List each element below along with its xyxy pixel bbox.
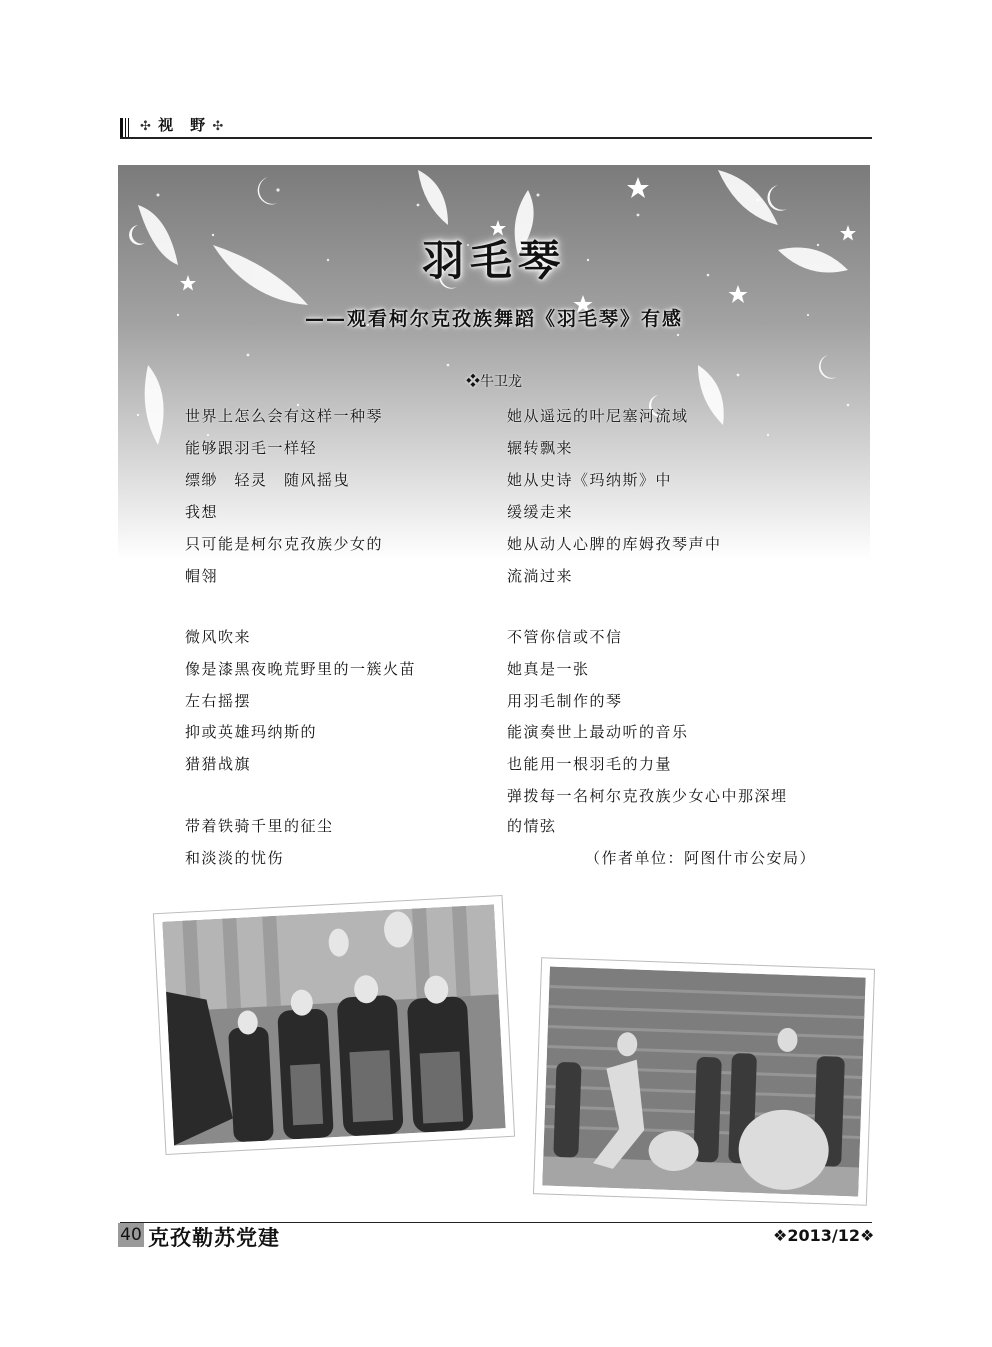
title-banner <box>118 165 870 560</box>
poem-line: 用羽毛制作的琴 <box>507 692 623 710</box>
poem-line: 带着铁骑千里的征尘 <box>185 817 334 835</box>
magazine-name: 克孜勒苏党建 <box>148 1225 280 1250</box>
cross-ornament-icon: ✣ <box>140 119 152 134</box>
poem-line: 我想 <box>185 503 219 521</box>
article-subtitle: ——观看柯尔克孜族舞蹈《羽毛琴》有感 <box>304 308 683 330</box>
poem-line: 像是漆黑夜晚荒野里的一簇火苗 <box>185 660 417 678</box>
section-title <box>140 114 224 135</box>
poem-line: 不管你信或不信 <box>507 628 623 646</box>
header-rule <box>120 137 872 139</box>
article-title: 羽毛琴 <box>421 236 566 285</box>
poem-line: 只可能是柯尔克孜族少女的 <box>185 535 384 553</box>
poem-line: 也能用一根羽毛的力量 <box>507 755 673 773</box>
author-name: ❖牛卫龙 <box>466 374 522 390</box>
poem-line: 缥缈 轻灵 随风摇曳 <box>185 471 351 489</box>
cross-ornament-icon: ✣ <box>212 119 225 134</box>
poem-line: 抑或英雄玛纳斯的 <box>185 723 318 741</box>
poem-line: 能够跟羽毛一样轻 <box>185 439 318 457</box>
poem-line: 她从动人心脾的库姆孜琴声中 <box>507 535 722 553</box>
starry-sky-illustration <box>118 165 870 560</box>
header-bars-decoration <box>120 118 132 138</box>
author-unit: （作者单位：阿图什市公安局） <box>585 849 817 867</box>
poem-line: 缓缓走来 <box>507 503 574 521</box>
dance-stage-image <box>542 967 865 1197</box>
poem-line: 世界上怎么会有这样一种琴 <box>185 407 384 425</box>
poem-line: 她真是一张 <box>507 660 590 678</box>
poem-line: 左右摇摆 <box>185 692 252 710</box>
issue-date: ❖2013/12❖ <box>773 1226 875 1245</box>
page-number: 40 <box>118 1223 144 1247</box>
poem-line: 辗转飘来 <box>507 439 574 457</box>
poem-line: 流淌过来 <box>507 567 574 585</box>
poem-line: 和淡淡的忧伤 <box>185 849 285 867</box>
poem-line: 能演奏世上最动听的音乐 <box>507 723 689 741</box>
dance-group-image <box>162 904 505 1145</box>
section-title-text: 视 野 <box>158 116 207 134</box>
dance-photo-stage <box>534 958 874 1204</box>
poem-line: 微风吹来 <box>185 628 252 646</box>
poem-line: 她从遥远的叶尼塞河流域 <box>507 407 689 425</box>
poem-line: 的情弦 <box>507 817 557 835</box>
poem-line: 弹拨每一名柯尔克孜族少女心中那深埋 <box>507 787 788 805</box>
poem-line: 猎猎战旗 <box>185 755 252 773</box>
dance-photo-group <box>154 896 514 1154</box>
poem-line: 她从史诗《玛纳斯》中 <box>507 471 673 489</box>
poem-line: 帽翎 <box>185 567 219 585</box>
